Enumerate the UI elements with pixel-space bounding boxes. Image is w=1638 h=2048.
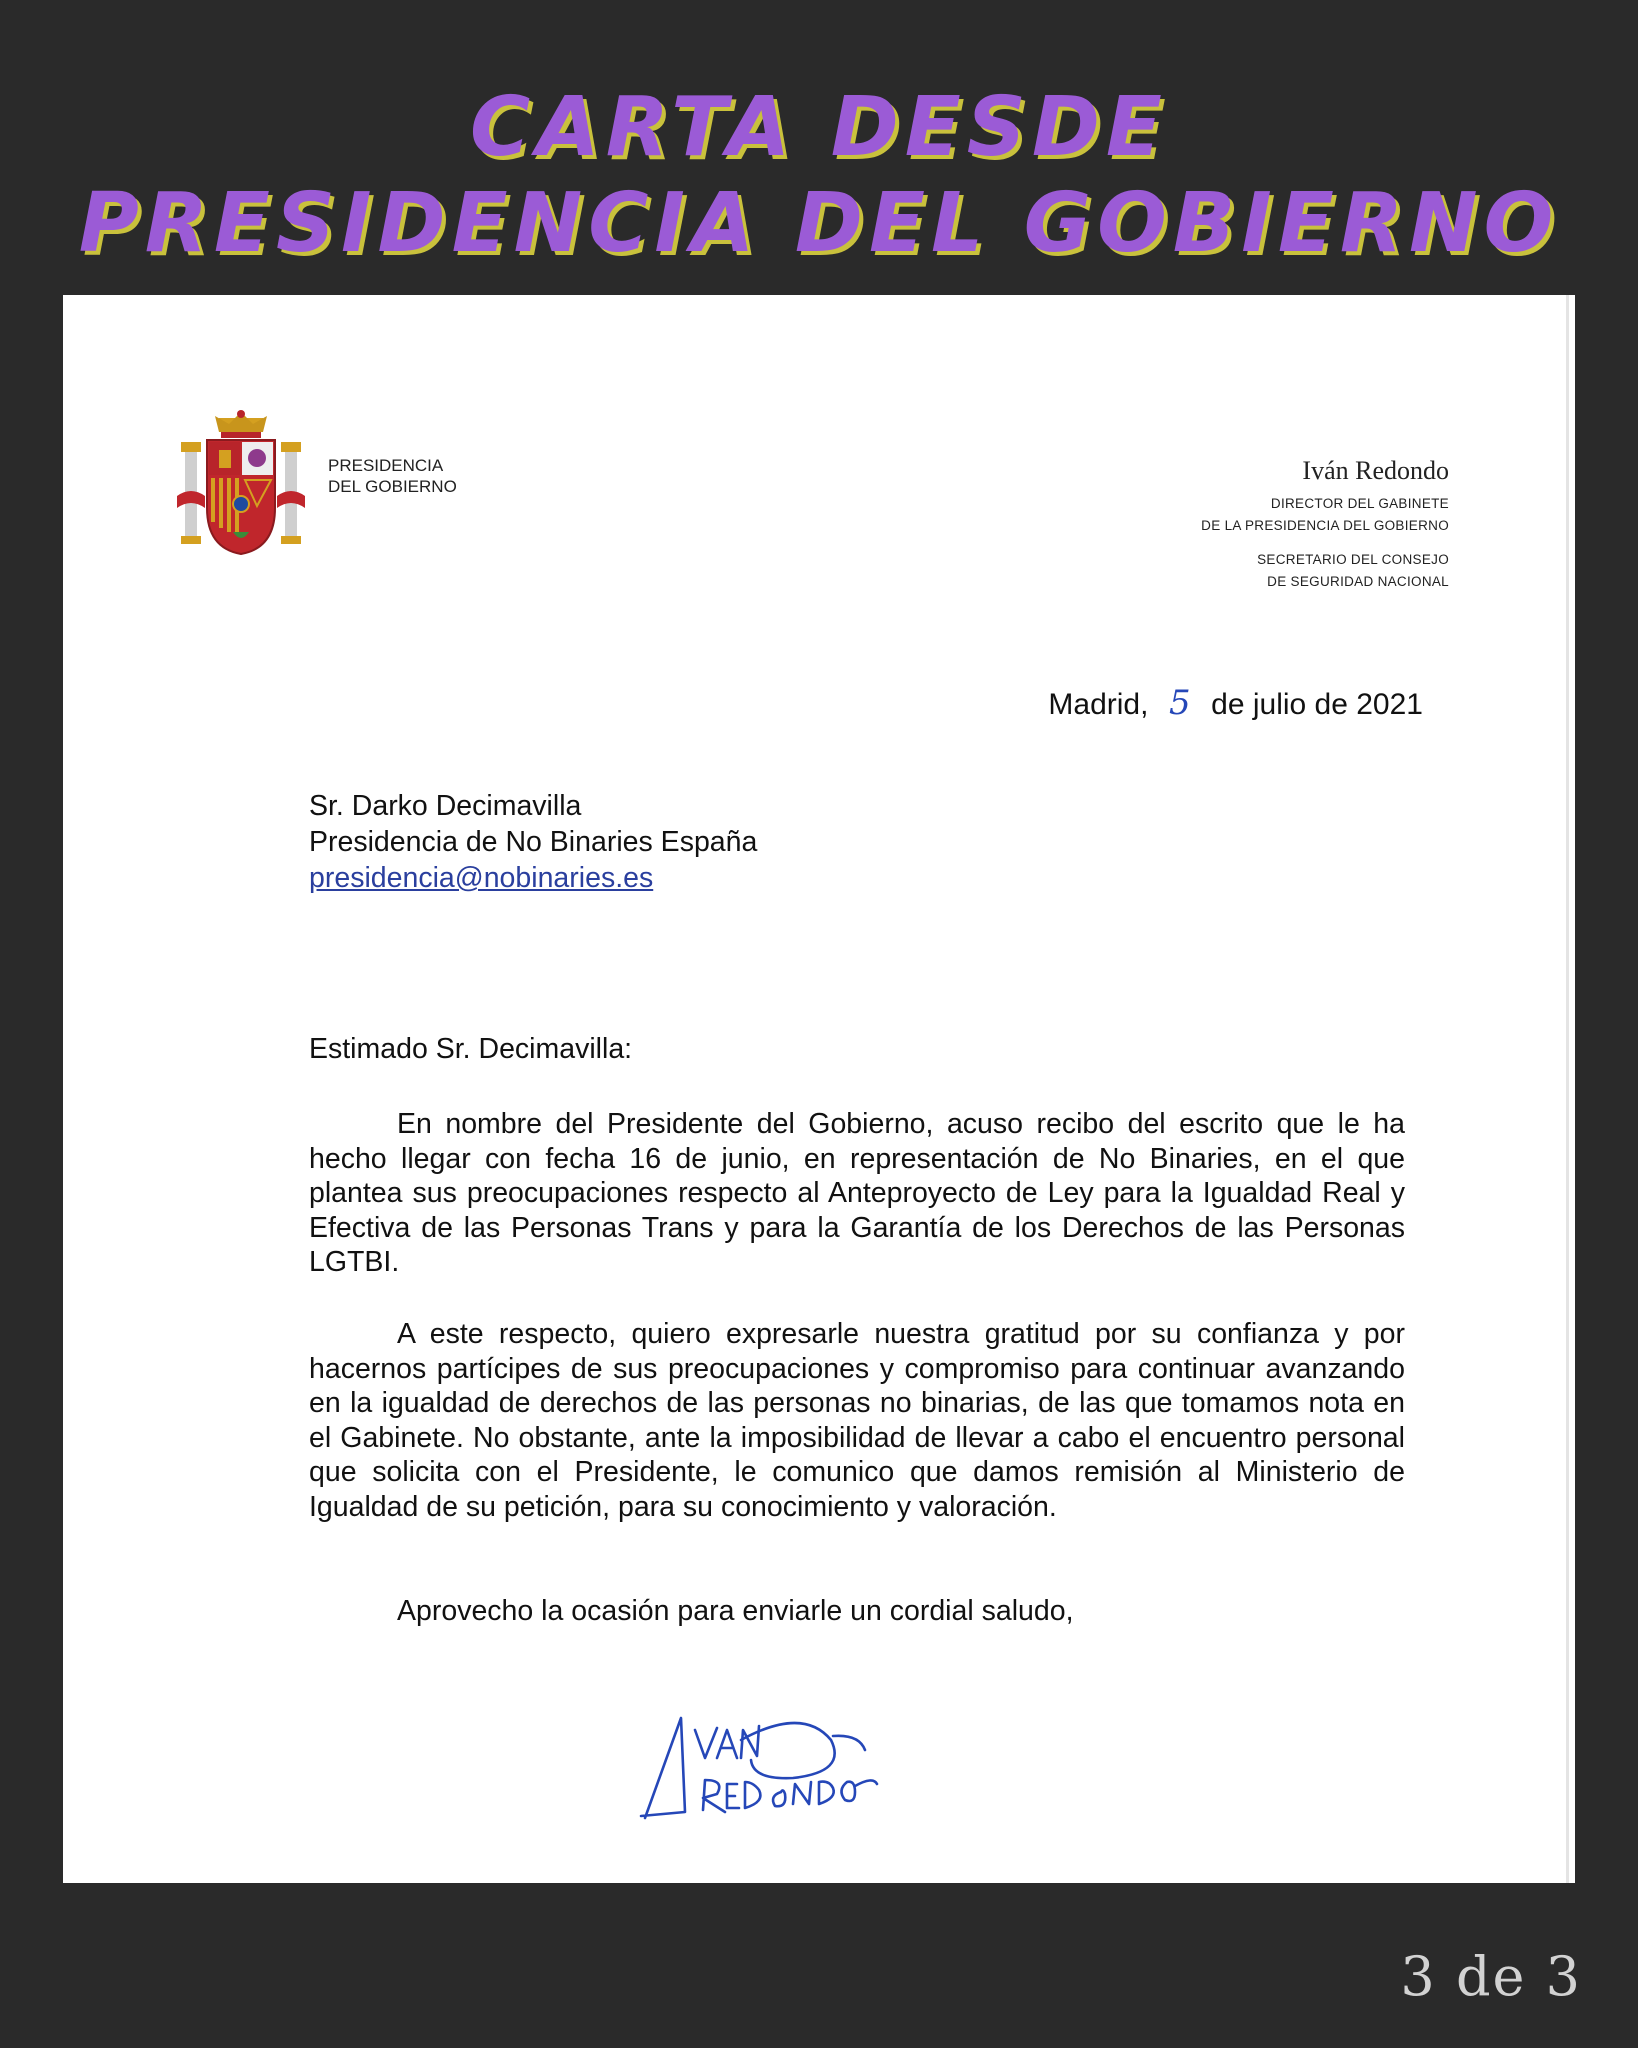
letter-paragraph-1: En nombre del Presidente del Gobierno, acuso recibo del escrito que le ha hecho llegar con fecha 16 de junio, en representación de No Binaries, en el que plantea sus preocupaciones respecto al Anteproyecto de Ley para la Igualdad Real y Efectiva de las Personas Trans y para la Garantía de los Derechos de las Personas LGTBI. xyxy=(309,1108,1405,1278)
signer-name: Iván Redondo xyxy=(1302,456,1449,485)
signer-block xyxy=(1201,455,1449,593)
signer-title-2-line-1: SECRETARIO DEL CONSEJO xyxy=(1257,552,1449,567)
recipient-org: Presidencia de No Binaries España xyxy=(309,826,758,858)
date-prefix: Madrid, xyxy=(1048,688,1149,721)
letter-sheet xyxy=(63,295,1575,1883)
banner-line-2: PRESIDENCIA DEL GOBIERNO xyxy=(78,176,1560,271)
date-suffix: de julio de 2021 xyxy=(1211,688,1423,721)
signer-title-2-line-2: DE SEGURIDAD NACIONAL xyxy=(1267,574,1449,589)
recipient-block xyxy=(309,788,757,896)
institution-line-1: PRESIDENCIA xyxy=(328,456,444,475)
banner-title xyxy=(0,80,1638,272)
institution-name xyxy=(328,455,457,497)
date-day-handwritten: 5 xyxy=(1168,683,1191,723)
page-indicator: 3 de 3 xyxy=(1400,1945,1582,2008)
letter-date xyxy=(1048,683,1423,723)
handwritten-signature xyxy=(633,1700,893,1830)
letter-paragraph-2: A este respecto, quiero expresarle nuestra gratitud por su confianza y por hacernos partícipes de sus preocupaciones y compromiso para continuar avanzando en la igualdad de derechos de las personas no binarias, de las que tomamos nota en el Gabinete. No obstante, ante la imposibilidad de llevar a cabo el encuentro personal que solicita con el Presidente, le comunico que damos remisión al Ministerio de Igualdad de su petición, para su conocimiento y valoración. xyxy=(309,1318,1405,1523)
signer-title-1-line-1: DIRECTOR DEL GABINETE xyxy=(1270,496,1449,511)
salutation: Estimado Sr. Decimavilla: xyxy=(309,1033,633,1065)
institution-line-2: DEL GOBIERNO xyxy=(328,477,457,496)
closing-line: Aprovecho la ocasión para enviarle un cordial saludo, xyxy=(397,1595,1074,1627)
spain-coat-of-arms-icon xyxy=(175,410,307,558)
recipient-name: Sr. Darko Decimavilla xyxy=(309,790,582,822)
recipient-email-link[interactable]: presidencia@nobinaries.es xyxy=(309,862,654,894)
signer-title-1-line-2: DE LA PRESIDENCIA DEL GOBIERNO xyxy=(1201,518,1449,533)
banner-line-1: CARTA DESDE xyxy=(470,80,1168,175)
